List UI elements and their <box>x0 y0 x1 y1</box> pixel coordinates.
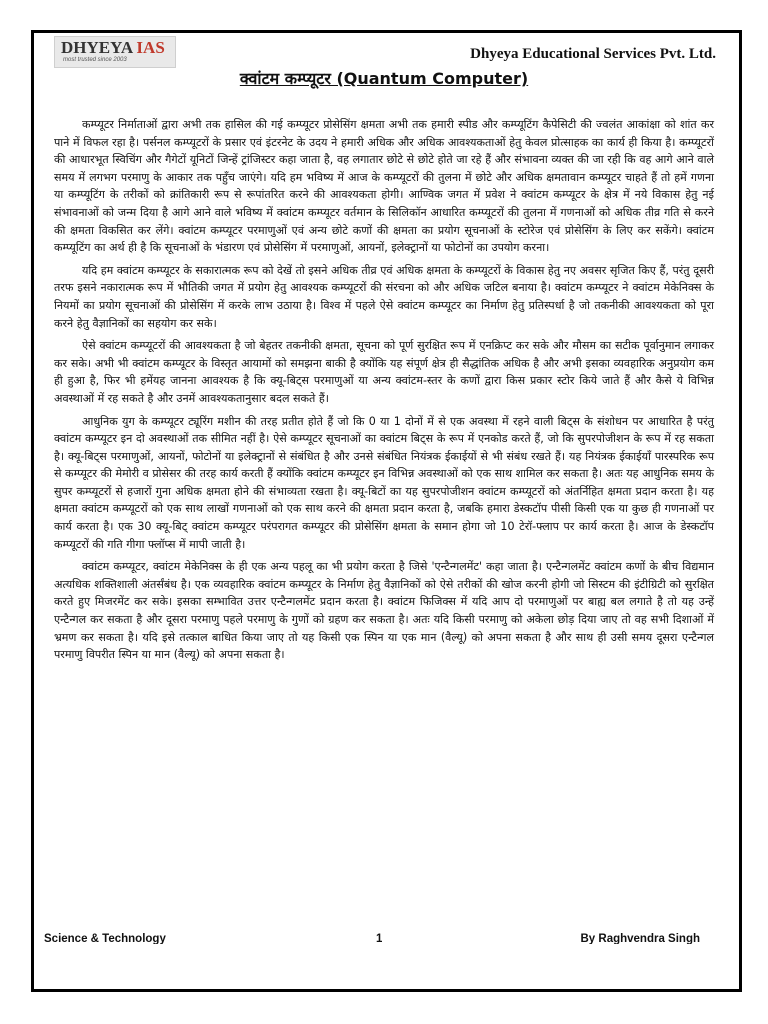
paragraph-4: आधुनिक युग के कम्प्यूटर ट्यूरिंग मशीन की तरह प्रतीत होते हैं जो कि 0 या 1 दोनों में से एक अवस्था में रहने वाली बिट्स के संशोधन पर आधारित है परंतु क्वांटम कम्प्यूटर इन दो अवस्थाओं तक सीमित नहीं है। ऐसे कम्प्यूटर सूचनाओं का क्वांटम बिट्स के रूप में एनकोड करते हैं, जो कि सुपरपोजीशन के रूप में रह सकता है। क्यू-बिट्स परमाणुओं, आयनों, फोटोनों या इलेक्ट्रानों से संबंधित है और उनसे संबंधित नियंत्रक ईकाईयों से भी संबंध रखते हैं। यह नियंत्रक ईकाईयाँ पारस्परिक रूप से कम्प्यूटर की मेमोरी व प्रोसेसर की तरह कार्य करती हैं क्योंकि क्वांटम कम्प्यूटर इन विभिन्न अवस्थाओं को एक साथ शामिल कर सकता है। अतः यह आधुनिक समय के सुपर कम्प्यूटरों से हजारों गुना अधिक क्षमता होने की संभाव्यता रखता है। क्यू-बिटों का यह सुपरपोजीशन क्वांटम कम्प्यूटरों को अंतर्निहित क्षमता प्रदान करता है। यह क्षमता क्वांटम कम्प्यूटरों को एक साथ लाखों गणनाओं को एक साथ करने की क्षमता प्रदान करता है, जबकि हमारा डेस्कटॉप पीसी किसी एक या कुछ ही गणनाओं पर कार्य करता है। एक 30 क्यू-बिट् क्वांटम कम्प्यूटर परंपरागत कम्प्यूटर की प्रोसेसिंग क्षमता के समान होगा जो 10 टेरॉ-फ्लाप पर कार्य करता है। आज के डेस्कटॉप कम्प्यूटरों की गति गीगा फ्लॉप्स में मापी जाती है। <box>54 414 714 551</box>
paragraph-1: कम्प्यूटर निर्माताओं द्वारा अभी तक हासिल की गई कम्प्यूटर प्रोसेसिंग क्षमता अभी तक हमारी स्पीड और कम्प्यूटिंग कैपेसिटी की ज्वलंत आकांक्षा को शांत कर पाने में विफल रहा है। पर्सनल कम्प्यूटरों के प्रसार एवं इंटरनेट के उदय ने हमारी अधिक और अधिक आवश्यकताओं हेतु केवल प्रोत्साहक का कार्य ही किया है। कम्प्यूटरों की आधारभूत स्विचिंग और गैगेटों यूनिटों जिन्हें ट्रांजिस्टर कहा जाता है, वह लगातार छोटे से छोटे होते जा रहे हैं और संभावना व्यक्त की जा रही कि वह आगे आने वाले समय में लगभग परमाणु के आकार तक पहुँच जाएंगे। यदि हम भविष्य में आज के कम्प्यूटरों की तुलना में छोटे और अधिक क्षमतावान कम्प्यूटर चाहते हैं तो हमें गणना या कम्प्यूटिंग के तरीकों को क्रांतिकारी रूप से रूपांतरित करने की आवश्यकता होगी। आण्विक जगत में प्रवेश ने क्वांटम कम्प्यूटर के क्षेत्र में नये विकास हेतु नई संभावनाओं को जन्म दिया है आगे आने वाले भविष्य में क्वांटम कम्प्यूटर वर्तमान के सिलिकॉन आधारित कम्प्यूटरों की तुलना में गणनाओं को अधिक तीव्र गति से करने की क्षमता विकसित कर लेंगे। क्वांटम कम्प्यूटर परमाणुओं एवं अन्य छोटे कणों की क्षमता का प्रयोग सूचनाओं के स्टोरेज एवं प्रोसेसिंग के लिए कर सकेंगे। क्वांटम कम्प्यूटिंग का अर्थ ही है कि सूचनाओं के भंडारण एवं प्रोसेसिंग में परमाणुओं, आयनों, इलेक्ट्रानों या फोटोनों का उपयोग करना। <box>54 118 714 255</box>
dhyeya-ias-logo <box>54 36 176 68</box>
paragraph-5: क्वांटम कम्प्यूटर, क्वांटम मेकेनिक्स के ही एक अन्य पहलू का भी प्रयोग करता है जिसे 'एन्टैन्गलमेंट' कहा जाता है। एन्टैन्गलमेंट क्वांटम कणों के बीच विद्यमान अत्यधिक शक्तिशाली अंतर्संबंध है। एक व्यवहारिक क्वांटम कम्प्यूटर के निर्माण हेतु वैज्ञानिकों को ऐसे तरीकों की खोज करनी होगी जो सिस्टम की इंटीग्रिटी को सुरक्षित करते हुए मिजरमेंट कर सके। इसका सम्भावित उत्तर एन्टैन्गलमेंट प्रदान करता है। क्वांटम फिजिक्स में यदि आप दो परमाणुओं पर बाह्य बल लगाते है तो यह उन्हें एन्टैन्गल कर सकता है और दूसरा परमाणु पहले परमाणु के गुणों को ग्रहण कर सकता है। अतः यदि किसी परमाणु को अकेला छोड़ दिया जाए तो वह सभी दिशाओं में भ्रमण कर सकता है। यदि इसे तत्काल बाधित किया जाए तो यह किसी एक स्पिन या एक मान (वैल्यू) को अपना सकता है और साथ ही उसी समय दूसरा एन्टैन्गल परमाणु विपरीत स्पिन या मान (वैल्यू) को अपना सकता है। <box>54 560 714 662</box>
page-title: क्वांटम कम्प्यूटर (Quantum Computer) <box>239 69 529 88</box>
page-number: 1 <box>376 933 383 944</box>
paragraph-3: ऐसे क्वांटम कम्प्यूटरों की आवश्यकता है जो बेहतर तकनीकी क्षमता, सूचना को पूर्ण सुरक्षित रूप में एनक्रिप्ट कर सके और मौसम का सटीक पूर्वानुमान लगाकर कर सके। अभी भी क्वांटम कम्प्यूटर के विस्तृत आयामों को समझना बाकी है क्योंकि यह संपूर्ण क्षेत्र ही सैद्धांतिक अधिक है और अभी इसका व्यवहारिक अनुप्रयोग कम ही हुआ है, फिर भी हमेंयह जानना आवश्यक है कि क्यू-बिट्स परमाणुओं या अन्य क्वांटम-स्तर के कणों द्वारा किस प्रकार स्टोर किये जाते हैं और कैसे ये विभिन्न अवस्थाओं में रह सकते है और उनमें आवश्यकतानुसार बदल सकते हैं। <box>54 339 714 405</box>
footer-author: By Raghvendra Singh <box>580 933 700 944</box>
logo-text: DHYEYA <box>61 38 133 57</box>
logo-tagline: most trusted since 2003 <box>63 57 127 63</box>
paragraph-2: यदि हम क्वांटम कम्प्यूटर के सकारात्मक रूप को देखें तो इसने अधिक तीव्र एवं अधिक क्षमता के कम्प्यूटरों के विकास हेतु नए अवसर सृजित किए हैं, परंतु दूसरी तरफ इसने नकारात्मक रूप में भौतिकी जगत में प्रयोग हेतु आवश्यक कम्प्यूटरों की संरचना को और अधिक जटिल बनाया है। क्वांटम कम्प्यूटर ने क्वांटम मेकेनिक्स के नियमों का प्रयोग सूचनाओं की प्रोसेसिंग में करके लाभ उठाया है। विश्व में पहले ऐसे क्वांटम कम्प्यूटर का निर्माण हेतु प्रतिस्पर्धा है जो तकनीकी आवश्यकता को पूरा करने हेतु वैज्ञानिकों का सहयोग कर सके। <box>54 263 714 330</box>
footer-subject: Science & Technology <box>44 933 166 944</box>
document-body <box>54 116 714 669</box>
company-name: Dhyeya Educational Services Pvt. Ltd. <box>470 46 716 62</box>
logo-accent-text: IAS <box>136 38 165 57</box>
